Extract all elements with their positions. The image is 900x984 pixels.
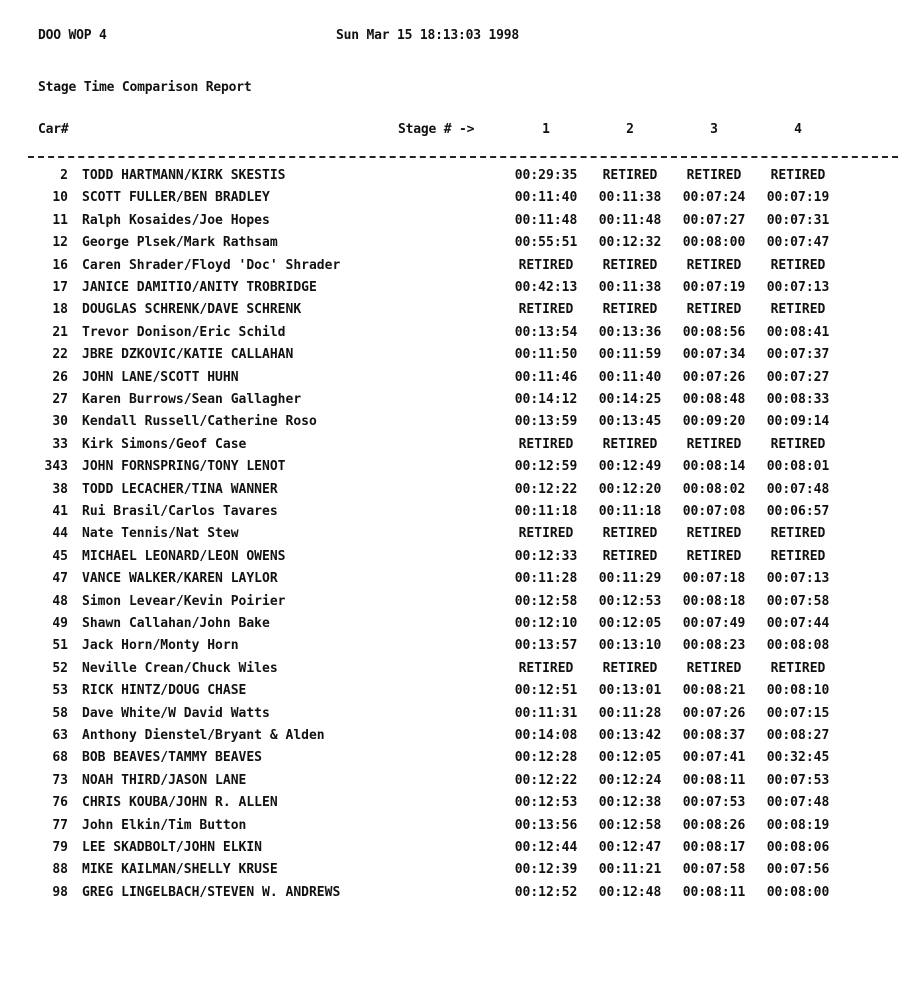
table-row (0, 571, 900, 593)
stage-4-time: 00:07:44 (766, 616, 830, 631)
stage-2-time: 00:11:59 (598, 347, 662, 363)
stage-2-time: 00:11:29 (598, 571, 662, 587)
stage-4-time: 00:07:15 (766, 705, 830, 721)
stage-2-time: 00:13:01 (598, 683, 662, 699)
table-row (0, 168, 900, 190)
car-number: 98 (52, 884, 68, 900)
stage-2-time: 00:12:24 (598, 772, 662, 788)
stage-1-time: 00:12:22 (514, 772, 578, 788)
stage-3-time: 00:08:14 (682, 459, 746, 475)
car-number: 10 (52, 190, 68, 206)
table-row (0, 437, 900, 459)
crew-names: Nate Tennis/Nat Stew (82, 526, 239, 542)
crew-names: MIKE KAILMAN/SHELLY KRUSE (82, 862, 278, 878)
table-row (0, 773, 900, 795)
stage-4-time: 00:08:10 (766, 683, 830, 699)
stage-4-time: 00:07:27 (766, 369, 830, 385)
crew-names: Simon Levear/Kevin Poirier (82, 593, 286, 609)
table-row (0, 840, 900, 862)
car-number: 47 (52, 571, 68, 587)
stage-4-time: 00:07:37 (766, 347, 830, 363)
stage-4-time: 00:07:56 (766, 862, 830, 878)
stage-1-time: 00:11:28 (514, 571, 578, 587)
stage-2-time: 00:12:53 (598, 593, 662, 609)
stage-4-time: 00:08:41 (766, 324, 830, 340)
stage-3-time: RETIRED (686, 436, 742, 452)
stage-1-time: 00:13:56 (514, 817, 578, 833)
stage-1-time: RETIRED (518, 660, 574, 676)
stage-3-time: 00:08:17 (682, 840, 746, 855)
car-number: 17 (52, 280, 68, 295)
table-row (0, 258, 900, 280)
stage-3-time: 00:07:24 (682, 190, 746, 206)
stage-1-time: 00:12:28 (514, 750, 578, 766)
stage-2-time: 00:13:36 (598, 324, 662, 340)
stage-2-time: 00:12:48 (598, 884, 662, 900)
table-row (0, 302, 900, 324)
crew-names: Jack Horn/Monty Horn (82, 638, 239, 654)
stage-3-time: 00:08:23 (682, 638, 746, 654)
stage-3-time: 00:07:26 (682, 705, 746, 721)
stage-1-time: 00:11:31 (514, 705, 578, 721)
crew-names: Neville Crean/Chuck Wiles (82, 660, 278, 676)
crew-names: Dave White/W David Watts (82, 705, 270, 721)
crew-names: Ralph Kosaides/Joe Hopes (82, 212, 270, 228)
car-number: 79 (52, 840, 68, 855)
car-number: 16 (52, 257, 68, 273)
stage-3-time: 00:07:53 (682, 795, 746, 811)
stage-1-time: 00:12:44 (514, 840, 578, 855)
stage-3-time: 00:07:27 (682, 212, 746, 228)
stage-1-time: 00:12:58 (514, 593, 578, 609)
crew-names: Shawn Callahan/John Bake (82, 616, 270, 631)
stage-3-time: 00:08:37 (682, 728, 746, 743)
stage-1-time: 00:11:18 (514, 504, 578, 519)
car-number: 12 (52, 235, 68, 251)
table-row (0, 706, 900, 728)
crew-names: Trevor Donison/Eric Schild (82, 324, 286, 340)
column-stage-2: 2 (626, 122, 634, 137)
stage-2-time: 00:12:05 (598, 616, 662, 631)
table-row (0, 862, 900, 884)
stage-1-time: 00:12:22 (514, 481, 578, 497)
stage-4-time: 00:07:53 (766, 772, 830, 788)
stage-1-time: RETIRED (518, 302, 574, 318)
crew-names: JOHN FORNSPRING/TONY LENOT (82, 459, 286, 475)
table-row (0, 414, 900, 436)
table-row (0, 213, 900, 235)
car-number: 58 (52, 705, 68, 721)
stage-4-time: RETIRED (770, 660, 826, 676)
stage-2-time: 00:11:28 (598, 705, 662, 721)
table-row (0, 683, 900, 705)
stage-4-time: 00:06:57 (766, 504, 830, 519)
crew-names: TODD LECACHER/TINA WANNER (82, 481, 278, 497)
car-number: 68 (52, 750, 68, 766)
stage-4-time: 00:08:06 (766, 840, 830, 855)
stage-2-time: 00:11:40 (598, 369, 662, 385)
car-number: 49 (52, 616, 68, 631)
table-row (0, 594, 900, 616)
stage-1-time: 00:12:10 (514, 616, 578, 631)
stage-3-time: RETIRED (686, 660, 742, 676)
report-datetime: Sun Mar 15 18:13:03 1998 (336, 28, 520, 43)
crew-names: Caren Shrader/Floyd 'Doc' Shrader (82, 257, 341, 273)
stage-4-time: RETIRED (770, 436, 826, 452)
stage-1-time: RETIRED (518, 436, 574, 452)
car-number: 27 (52, 392, 68, 407)
stage-3-time: 00:07:26 (682, 369, 746, 385)
stage-3-time: 00:08:18 (682, 593, 746, 609)
stage-1-time: 00:29:35 (514, 168, 578, 183)
crew-names: CHRIS KOUBA/JOHN R. ALLEN (82, 795, 278, 811)
stage-2-time: 00:12:47 (598, 840, 662, 855)
table-row (0, 885, 900, 907)
stage-1-time: 00:11:40 (514, 190, 578, 206)
stage-2-time: RETIRED (602, 526, 658, 542)
stage-2-time: RETIRED (602, 168, 658, 183)
column-stage-4: 4 (794, 122, 802, 137)
table-row (0, 347, 900, 369)
stage-3-time: 00:07:49 (682, 616, 746, 631)
stage-1-time: 00:12:39 (514, 862, 578, 878)
stage-4-time: RETIRED (770, 168, 826, 183)
stage-2-time: 00:12:20 (598, 481, 662, 497)
stage-3-time: RETIRED (686, 257, 742, 273)
table-row (0, 280, 900, 302)
stage-4-time: 00:07:13 (766, 280, 830, 295)
stage-4-time: 00:07:48 (766, 481, 830, 497)
stage-3-time: 00:08:11 (682, 884, 746, 900)
crew-names: JBRE DZKOVIC/KATIE CALLAHAN (82, 347, 294, 363)
stage-1-time: 00:55:51 (514, 235, 578, 251)
stage-2-time: 00:11:21 (598, 862, 662, 878)
crew-names: BOB BEAVES/TAMMY BEAVES (82, 750, 263, 766)
stage-1-time: 00:42:13 (514, 280, 578, 295)
stage-1-time: 00:12:52 (514, 884, 578, 900)
event-code: DOO WOP 4 (38, 28, 107, 43)
stage-3-time: RETIRED (686, 168, 742, 183)
table-row (0, 728, 900, 750)
stage-3-time: 00:08:02 (682, 481, 746, 497)
header-divider (28, 156, 898, 158)
stage-3-time: 00:08:11 (682, 772, 746, 788)
stage-2-time: 00:11:38 (598, 280, 662, 295)
stage-4-time: 00:08:08 (766, 638, 830, 654)
car-number: 77 (52, 817, 68, 833)
car-number: 18 (52, 302, 68, 318)
car-number: 38 (52, 481, 68, 497)
stage-3-time: 00:07:19 (682, 280, 746, 295)
car-number: 76 (52, 795, 68, 811)
crew-names: Kendall Russell/Catherine Roso (82, 414, 317, 430)
stage-1-time: 00:12:59 (514, 459, 578, 475)
stage-3-time: 00:07:34 (682, 347, 746, 363)
stage-1-time: 00:14:08 (514, 728, 578, 743)
stage-2-time: 00:12:49 (598, 459, 662, 475)
report-title: Stage Time Comparison Report (38, 80, 252, 95)
table-row (0, 392, 900, 414)
stage-2-time: 00:12:32 (598, 235, 662, 251)
car-number: 52 (52, 660, 68, 676)
crew-names: John Elkin/Tim Button (82, 817, 247, 833)
stage-4-time: 00:08:27 (766, 728, 830, 743)
stage-1-time: RETIRED (518, 526, 574, 542)
car-number: 30 (52, 414, 68, 430)
crew-names: DOUGLAS SCHRENK/DAVE SCHRENK (82, 302, 302, 318)
table-row (0, 190, 900, 212)
crew-names: George Plsek/Mark Rathsam (82, 235, 278, 251)
table-row (0, 661, 900, 683)
stage-3-time: 00:07:08 (682, 504, 746, 519)
stage-1-time: 00:11:46 (514, 369, 578, 385)
stage-1-time: 00:11:50 (514, 347, 578, 363)
stage-1-time: 00:13:54 (514, 324, 578, 340)
stage-2-time: RETIRED (602, 660, 658, 676)
car-number: 11 (52, 212, 68, 228)
table-row (0, 235, 900, 257)
car-number: 21 (52, 324, 68, 340)
stage-4-time: 00:32:45 (766, 750, 830, 766)
stage-4-time: 00:07:13 (766, 571, 830, 587)
stage-3-time: 00:08:00 (682, 235, 746, 251)
stage-3-time: 00:07:18 (682, 571, 746, 587)
stage-1-time: 00:12:33 (514, 548, 578, 564)
table-row (0, 750, 900, 772)
stage-4-time: 00:08:33 (766, 392, 830, 407)
car-number: 45 (52, 548, 68, 564)
stage-2-time: 00:11:18 (598, 504, 662, 519)
stage-3-time: RETIRED (686, 526, 742, 542)
stage-2-time: 00:12:38 (598, 795, 662, 811)
crew-names: MICHAEL LEONARD/LEON OWENS (82, 548, 286, 564)
stage-2-time: 00:12:58 (598, 817, 662, 833)
column-car: Car# (38, 122, 69, 137)
stage-2-time: 00:13:45 (598, 414, 662, 430)
stage-4-time: 00:07:58 (766, 593, 830, 609)
stage-3-time: 00:07:41 (682, 750, 746, 766)
column-stage-3: 3 (710, 122, 718, 137)
car-number: 26 (52, 369, 68, 385)
stage-2-time: 00:11:48 (598, 212, 662, 228)
crew-names: JOHN LANE/SCOTT HUHN (82, 369, 239, 385)
car-number: 44 (52, 526, 68, 542)
stage-2-time: 00:11:38 (598, 190, 662, 206)
crew-names: Rui Brasil/Carlos Tavares (82, 504, 278, 519)
crew-names: Kirk Simons/Geof Case (82, 436, 247, 452)
stage-3-time: 00:08:56 (682, 324, 746, 340)
stage-4-time: RETIRED (770, 548, 826, 564)
stage-1-time: 00:12:51 (514, 683, 578, 699)
stage-4-time: RETIRED (770, 526, 826, 542)
car-number: 53 (52, 683, 68, 699)
stage-4-time: 00:09:14 (766, 414, 830, 430)
table-row (0, 370, 900, 392)
car-number: 73 (52, 772, 68, 788)
stage-1-time: 00:13:57 (514, 638, 578, 654)
stage-2-time: 00:12:05 (598, 750, 662, 766)
car-number: 63 (52, 728, 68, 743)
stage-4-time: 00:07:47 (766, 235, 830, 251)
crew-names: SCOTT FULLER/BEN BRADLEY (82, 190, 270, 206)
stage-4-time: 00:07:19 (766, 190, 830, 206)
stage-2-time: RETIRED (602, 257, 658, 273)
crew-names: RICK HINTZ/DOUG CHASE (82, 683, 247, 699)
stage-3-time: 00:08:26 (682, 817, 746, 833)
stage-1-time: 00:14:12 (514, 392, 578, 407)
stage-3-time: RETIRED (686, 548, 742, 564)
table-row (0, 526, 900, 548)
car-number: 22 (52, 347, 68, 363)
car-number: 2 (60, 168, 68, 183)
table-row (0, 549, 900, 571)
crew-names: NOAH THIRD/JASON LANE (82, 772, 247, 788)
stage-1-time: 00:13:59 (514, 414, 578, 430)
stage-4-time: RETIRED (770, 257, 826, 273)
stage-3-time: 00:07:58 (682, 862, 746, 878)
crew-names: Karen Burrows/Sean Gallagher (82, 392, 302, 407)
stage-4-time: 00:08:19 (766, 817, 830, 833)
car-number: 343 (44, 459, 68, 475)
crew-names: JANICE DAMITIO/ANITY TROBRIDGE (82, 280, 317, 295)
car-number: 48 (52, 593, 68, 609)
stage-2-time: 00:13:10 (598, 638, 662, 654)
stage-2-time: RETIRED (602, 436, 658, 452)
crew-names: GREG LINGELBACH/STEVEN W. ANDREWS (82, 884, 341, 900)
table-row (0, 795, 900, 817)
stage-2-time: 00:13:42 (598, 728, 662, 743)
column-stage-label: Stage # -> (398, 122, 475, 137)
column-stage-1: 1 (542, 122, 550, 137)
stage-2-time: 00:14:25 (598, 392, 662, 407)
stage-4-time: 00:07:48 (766, 795, 830, 811)
car-number: 33 (52, 436, 68, 452)
stage-1-time: RETIRED (518, 257, 574, 273)
table-row (0, 638, 900, 660)
car-number: 51 (52, 638, 68, 654)
crew-names: TODD HARTMANN/KIRK SKESTIS (82, 168, 286, 183)
car-number: 88 (52, 862, 68, 878)
table-row (0, 459, 900, 481)
table-row (0, 504, 900, 526)
table-row (0, 482, 900, 504)
table-row (0, 325, 900, 347)
stage-1-time: 00:12:53 (514, 795, 578, 811)
stage-3-time: RETIRED (686, 302, 742, 318)
stage-1-time: 00:11:48 (514, 212, 578, 228)
crew-names: LEE SKADBOLT/JOHN ELKIN (82, 840, 263, 855)
table-row (0, 616, 900, 638)
table-row (0, 818, 900, 840)
stage-4-time: 00:08:01 (766, 459, 830, 475)
stage-2-time: RETIRED (602, 302, 658, 318)
stage-4-time: 00:08:00 (766, 884, 830, 900)
car-number: 41 (52, 504, 68, 519)
stage-4-time: 00:07:31 (766, 212, 830, 228)
crew-names: VANCE WALKER/KAREN LAYLOR (82, 571, 278, 587)
crew-names: Anthony Dienstel/Bryant & Alden (82, 728, 325, 743)
stage-3-time: 00:08:21 (682, 683, 746, 699)
stage-2-time: RETIRED (602, 548, 658, 564)
stage-3-time: 00:09:20 (682, 414, 746, 430)
stage-3-time: 00:08:48 (682, 392, 746, 407)
stage-4-time: RETIRED (770, 302, 826, 318)
